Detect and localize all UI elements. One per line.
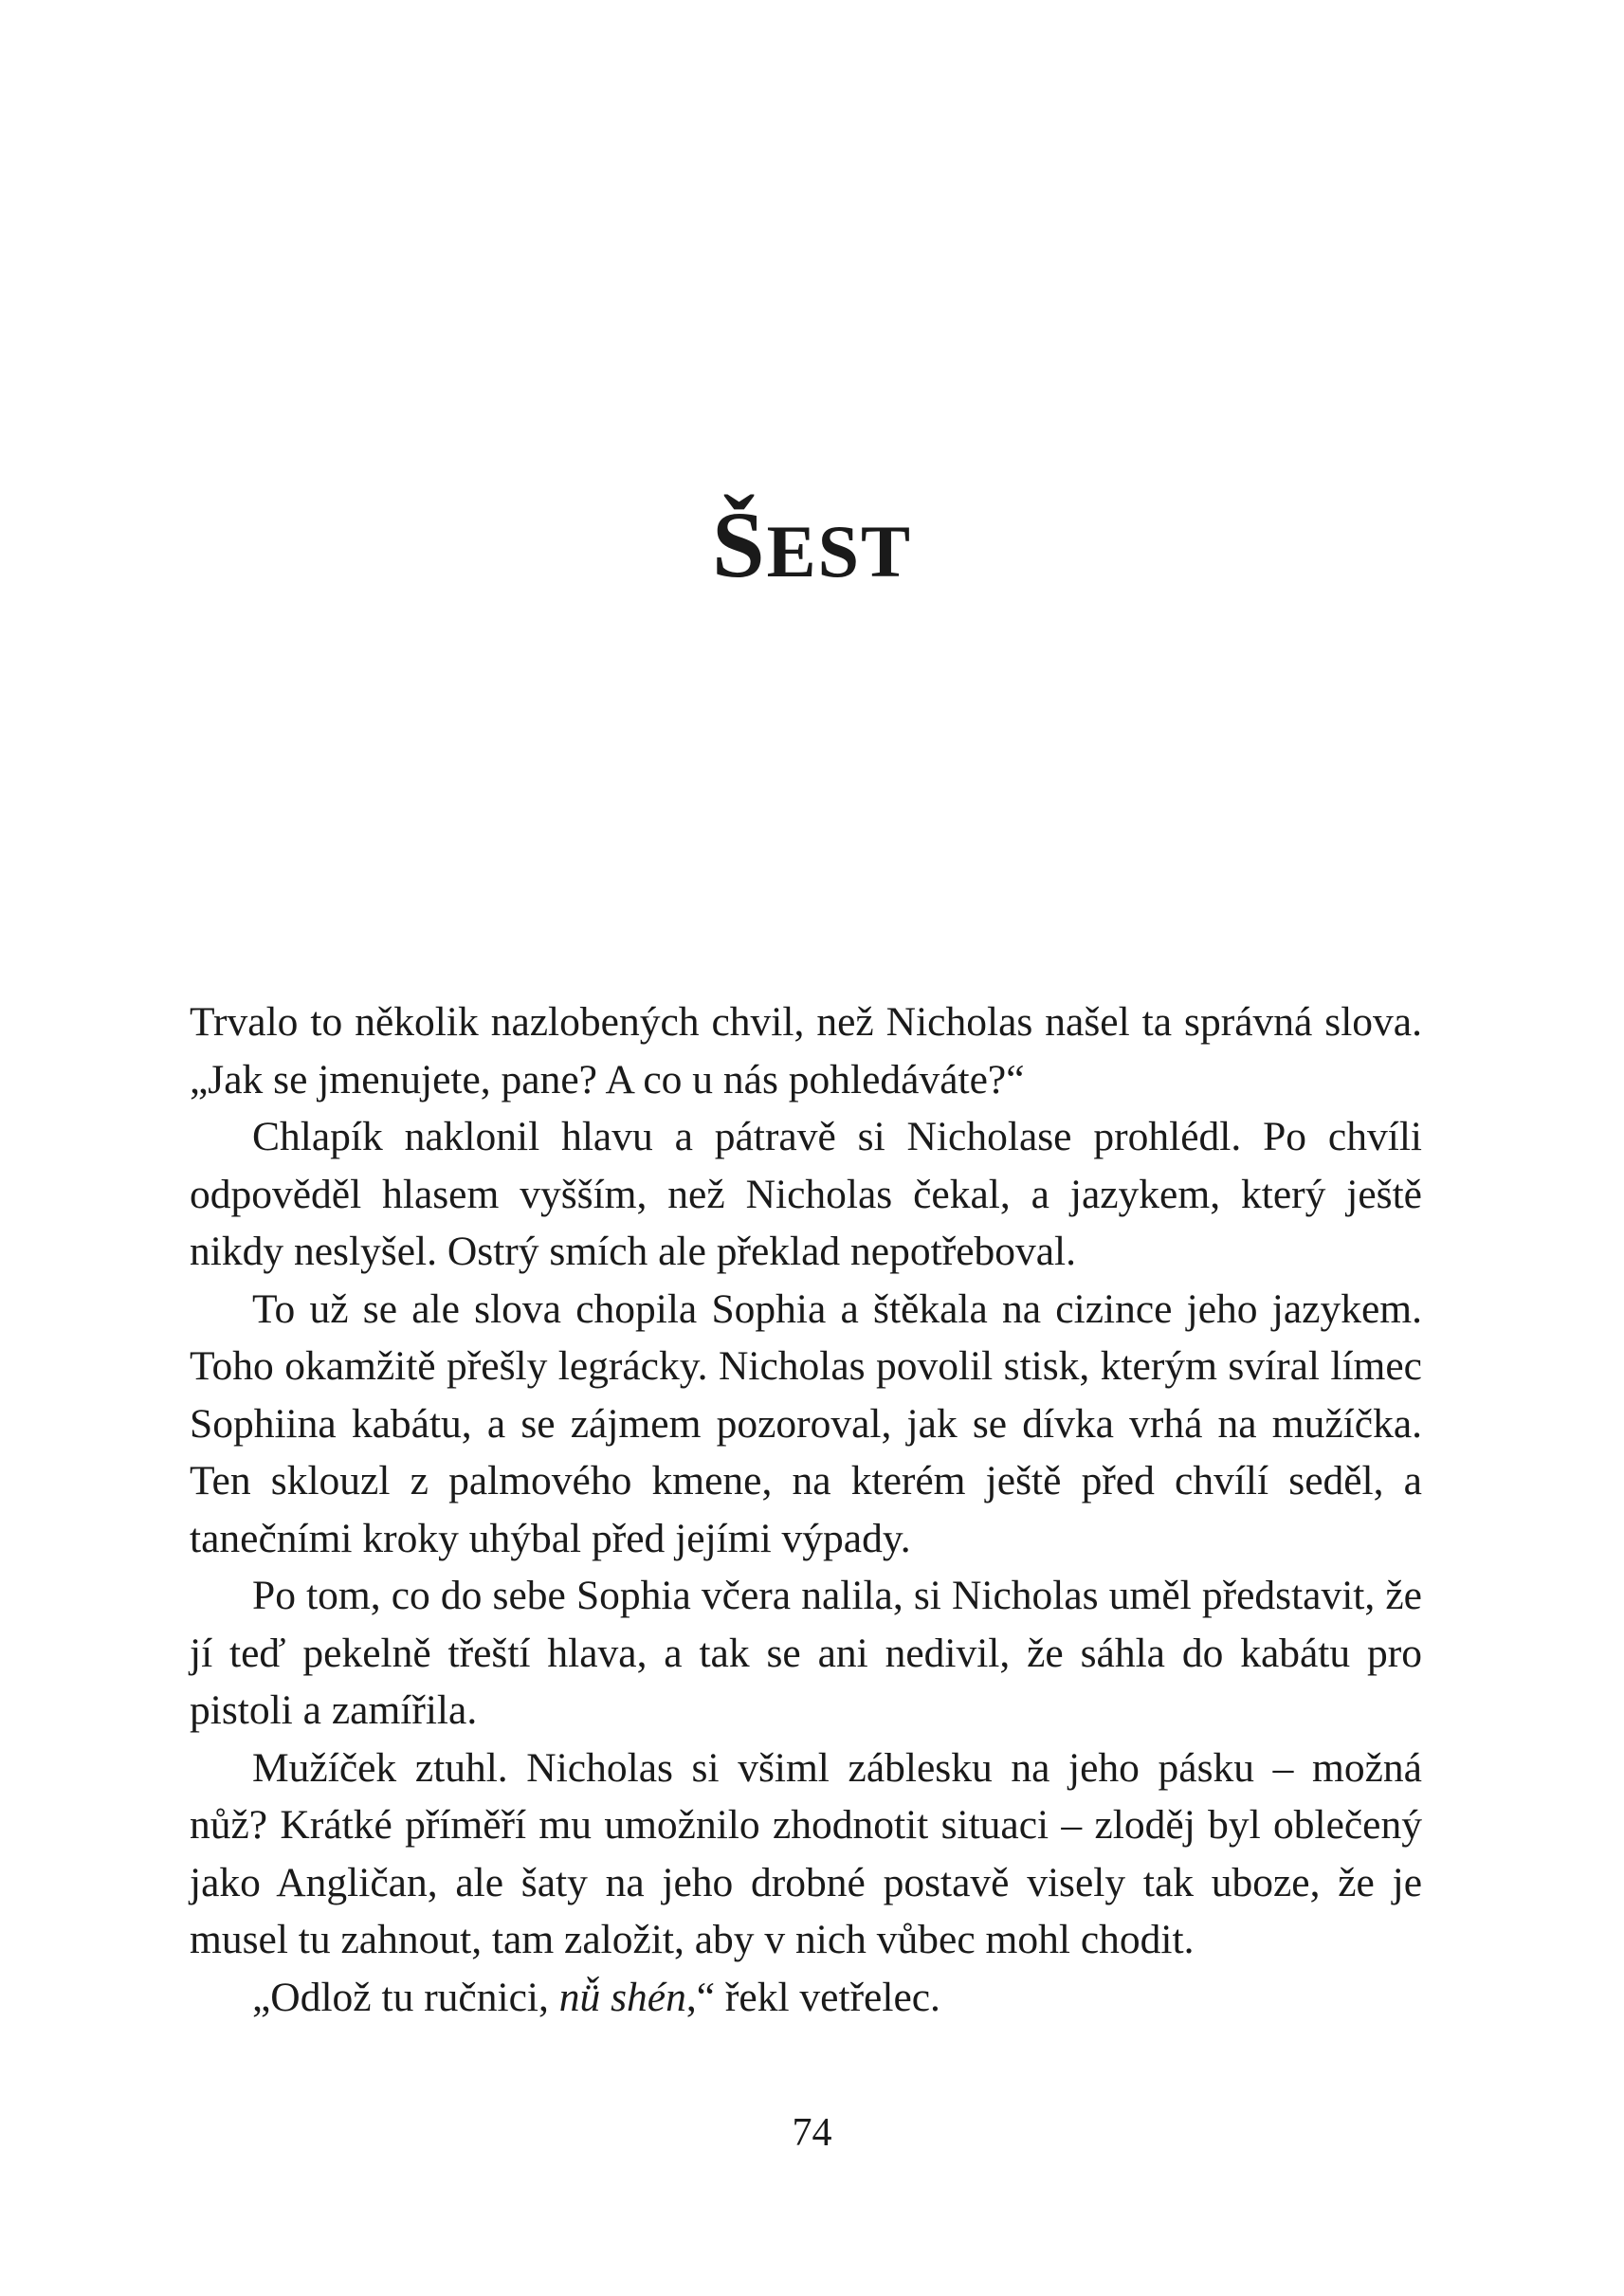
chapter-body <box>190 993 1422 2026</box>
paragraph-6-before: „Odlož tu ručnici, <box>252 1974 559 2020</box>
chapter-title-initial: Š <box>711 492 767 597</box>
paragraph-4: Po tom, co do sebe Sophia včera nalila, si Nicholas uměl představit, že jí teď pekelně třeští hlava, a tak se ani nedivil, že sáhla do kabátu pro pistoli a zamířila. <box>190 1573 1422 1733</box>
paragraph-6-after: ,“ řekl vetřelec. <box>685 1974 940 2020</box>
paragraph-2: Chlapík naklonil hlavu a pátravě si Nicholase prohlédl. Po chvíli odpověděl hlasem vyšším, než Nicholas čekal, a jazykem, který ještě nikdy neslyšel. Ostrý smích ale překlad nepotřeboval. <box>190 1114 1422 1274</box>
chapter-title-rest: EST <box>766 510 913 592</box>
chapter-title <box>0 488 1624 609</box>
paragraph-6 <box>190 1969 1422 2027</box>
paragraph-5: Mužíček ztuhl. Nicholas si všiml záblesku na jeho pásku – možná nůž? Krátké příměří mu umožnilo zhodnotit situaci – zloděj byl oblečený jako Angličan, ale šaty na jeho drobné postavě visely tak uboze, že je musel tu zahnout, tam založit, aby v nich vůbec mohl chodit. <box>190 1744 1422 1962</box>
page-number: 74 <box>792 2111 832 2155</box>
paragraph-3: To už se ale slova chopila Sophia a štěkala na cizince jeho jazykem. Toho okamžitě přešly legrácky. Nicholas povolil stisk, kterým svíral límec Sophiina kabátu, a se zájmem pozoroval, jak se dívka vrhá na mužíčka. Ten sklouzl z palmového kmene, na kterém ještě před chvílí seděl, a tanečními kroky uhýbal před jejími výpady. <box>190 1285 1422 1561</box>
paragraph-1: Trvalo to několik nazlobených chvil, než Nicholas našel ta správná slova. „Jak se jmenujete, pane? A co u nás pohledáváte?“ <box>190 999 1422 1102</box>
paragraph-6-italic: nǚ shén <box>558 1974 686 2020</box>
